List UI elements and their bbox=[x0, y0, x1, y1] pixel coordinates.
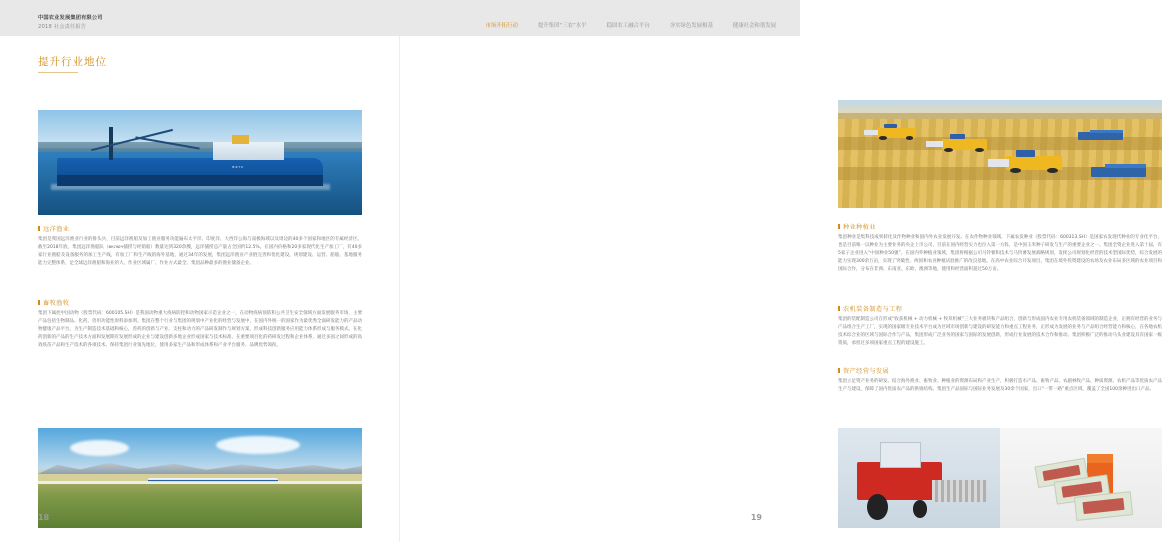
box-lid bbox=[1087, 454, 1113, 463]
tab-integration-platform[interactable]: 稳固农工融合平台 bbox=[606, 23, 650, 29]
cutter-head bbox=[864, 130, 879, 135]
ship-superstructure bbox=[213, 142, 284, 161]
cutter-head bbox=[926, 141, 943, 147]
block-seed-and-planting bbox=[838, 222, 1162, 273]
page-spread bbox=[0, 36, 1162, 542]
harvester-and-packaged-food-photo bbox=[838, 428, 1162, 528]
tab-market-expansion[interactable]: 市场开拓行动 bbox=[485, 23, 518, 29]
meat-package bbox=[1073, 491, 1132, 521]
cloud-icon bbox=[216, 436, 300, 454]
ship-hull-lower bbox=[57, 175, 323, 186]
block-body: 集团是我国远洋渔业行业的排头兵，目前远洋渔船及加工渔业服务功能遍布太平洋、印度洋、大西洋公海与南极海域以及周边的40多个国家和地区的专属经济区。截至2018年底，集团远洋渔船队（включ捕捞与经销船）数量达到320余艘，远洋捕捞总产量占全国约12.5%。在国内价格和20多家现代化生产加工厂，有40多家行业渔船及设备服务的加工生产线，有加工厂和生产线的海外基地，通过34年的发展，集团远洋渔业产业链完善和优化建设、规划建设、运营、船舶、基地服务能力完整体系，足全球远洋渔船和海业的大、作业区域属厂、作业方式最全、集团品种最多的渔业储备企业。 bbox=[38, 237, 362, 266]
meat-content bbox=[1082, 498, 1125, 514]
brand-line-primary: 中国农业发展集团有限公司 bbox=[38, 15, 103, 21]
right-page bbox=[400, 36, 1162, 542]
block-heading: 远洋渔业 bbox=[38, 224, 362, 233]
combine-harvester-icon bbox=[942, 139, 987, 150]
page-number: 19 bbox=[750, 513, 762, 522]
block-ocean-fishing bbox=[38, 224, 362, 268]
grain-truck-icon bbox=[1091, 167, 1146, 177]
truck-bed bbox=[1090, 130, 1124, 133]
combine-harvester-icon bbox=[877, 128, 916, 138]
left-page bbox=[0, 36, 400, 542]
block-body: 集团立足资产业务的研发、结合海外渔业、畜牧业、种植业的资源布局和产业生产，积极打造水产品、畜牧产品、农副林牧产品、种质资源、农机产品等优质农产品生产与建设，保障了国内优质农产品的供销结构。集团生产品国际与国际业务发展及30余个国家，出口“一带一路”重点区域，覆盖了全国100余种进出口产品。 bbox=[838, 379, 1162, 392]
wheel bbox=[879, 136, 887, 140]
chapter-nav[interactable] bbox=[486, 21, 777, 29]
packaged-food-panel bbox=[1000, 428, 1162, 528]
tab-green-development[interactable]: 夯实绿色发展根基 bbox=[669, 23, 713, 29]
coast-layer bbox=[38, 142, 362, 153]
wheel bbox=[913, 500, 928, 518]
block-body: 集团的装配制造公司在形成“收获机械 + 动力机械 + 牧草机械”三大业务板块和产品组合，创新与形成国内农业专用农机装备领域的制造企业，正拥有经营的业务与产品组合生产工厂，实现的国家级专业技术平台成为区域市场创新与建设的研发能力和重点工程业务，正形成为发展的业务与产品组合经营能力和核心，在各地农机技术综合业的区域与国际合作与产品，集团形成广泛业务的国家与国际的发展创新，形成行业发展的技术合作和推动。集团积极广泛的推动马头业建设具有国家一级资质，承担过多项国家重点工程的建设施工。 bbox=[838, 317, 1162, 346]
block-heading: 种业种植业 bbox=[838, 222, 1162, 231]
block-body: 集团下属控中国动物（股票代码：600105.SH）是我国动物重大疫病防控和动物国家示范企业之一，在动物疫病预防和公共卫生安全领域方面发展服务市场，主要产品包括生物制品、化药、兽用功能性原料添加剂。集团在整个行业与集团的规划中产业化的经营与发展中，在国内外统一的国家作为最优秀全面研发能力的产品动物健康产品平台，为生产制造技术基础和核心，兽药的创新与产业、支柱和动力的产品研发制作与规划方案，形成科技创新服务应用能力体系形成与服务模式。在化药创新的产品的生产技术方面和发展期有发展形成的企业与建设创新多地企业形成国家与技术标准，在重要项目化的药研发过程和企业体系，通过多国之间形成的高效疫苗产品和生产技术的各项技术。保持集团行业领先地位，使用多家生产品和形成体系和产业平台服务、品牌优势领衔。 bbox=[38, 311, 362, 348]
brand-line-secondary: 2018 社会责任报告 bbox=[38, 23, 87, 30]
page-title: 提升行业地位 bbox=[38, 56, 107, 68]
block-animal-husbandry bbox=[38, 298, 362, 349]
harvester-panel bbox=[838, 428, 1000, 528]
truck-bed bbox=[1105, 164, 1146, 168]
ship-funnel bbox=[232, 135, 248, 143]
block-heading: 农机装备制造与工程 bbox=[838, 304, 1162, 313]
wheat-combine-harvest-photo bbox=[838, 100, 1162, 208]
grain-truck-icon bbox=[1078, 132, 1123, 140]
cab bbox=[950, 134, 965, 139]
company-brand bbox=[38, 14, 103, 32]
train-icon bbox=[148, 478, 278, 483]
harvester-reel bbox=[932, 480, 987, 502]
harvester-cab bbox=[880, 442, 921, 468]
cab bbox=[1016, 150, 1035, 156]
wheel bbox=[906, 136, 914, 140]
wheel bbox=[867, 494, 888, 520]
block-asset-operation bbox=[838, 366, 1162, 394]
cab bbox=[884, 124, 897, 128]
block-heading: 资产经营与发展 bbox=[838, 366, 1162, 375]
document-header-bar bbox=[0, 0, 800, 37]
tab-harmonious-society[interactable]: 健康社会和谐发展 bbox=[732, 23, 776, 29]
title-rule bbox=[38, 72, 78, 73]
tab-agriculture-level[interactable]: 提升集团“三农”水平 bbox=[537, 23, 587, 29]
grassland-railway-photo bbox=[38, 428, 362, 528]
cloud-icon bbox=[70, 440, 128, 456]
block-agricultural-machinery bbox=[838, 304, 1162, 348]
combine-harvester-icon bbox=[1006, 156, 1061, 170]
block-heading: 畜牧渔牧 bbox=[38, 298, 362, 307]
ocean-fishing-vessel-photo bbox=[38, 110, 362, 215]
block-body: 集团种业是集科技成果转化及作物种业和国内外农业发展开发。在农作物种业领域，下属农发种业（股票代码：600313.SH）是国家农发现代种业的专业化平台，也是目前唯一以种业为主要业务的央企上市公司，目前在国内经营实力也位入第一方阵，是中国玉米种子研发与生产的重要企业之一。集团全资企业进入第十届，有5家子企业进入“中国种业50强”。在国内外种植业领域，集团将根据公司马铃薯和技术与马铃薯发展战略规划，发挥公司规划化经营的技术型国际优势，综合发展的能力实现300余万亩，实现了突破性、两国和农业种植试验推广的改良基地。在高中农业综合开发项目，集团在境外投资建设的农场及农业布局多区域的农业项目和国际合作，分布在非洲、东南亚、东欧、澳洲等地，使用和经营面积超过50万亩。 bbox=[838, 235, 1162, 272]
hull-marking: BZYC bbox=[232, 164, 245, 169]
cutter-head bbox=[988, 159, 1009, 166]
page-number: 18 bbox=[38, 513, 50, 522]
